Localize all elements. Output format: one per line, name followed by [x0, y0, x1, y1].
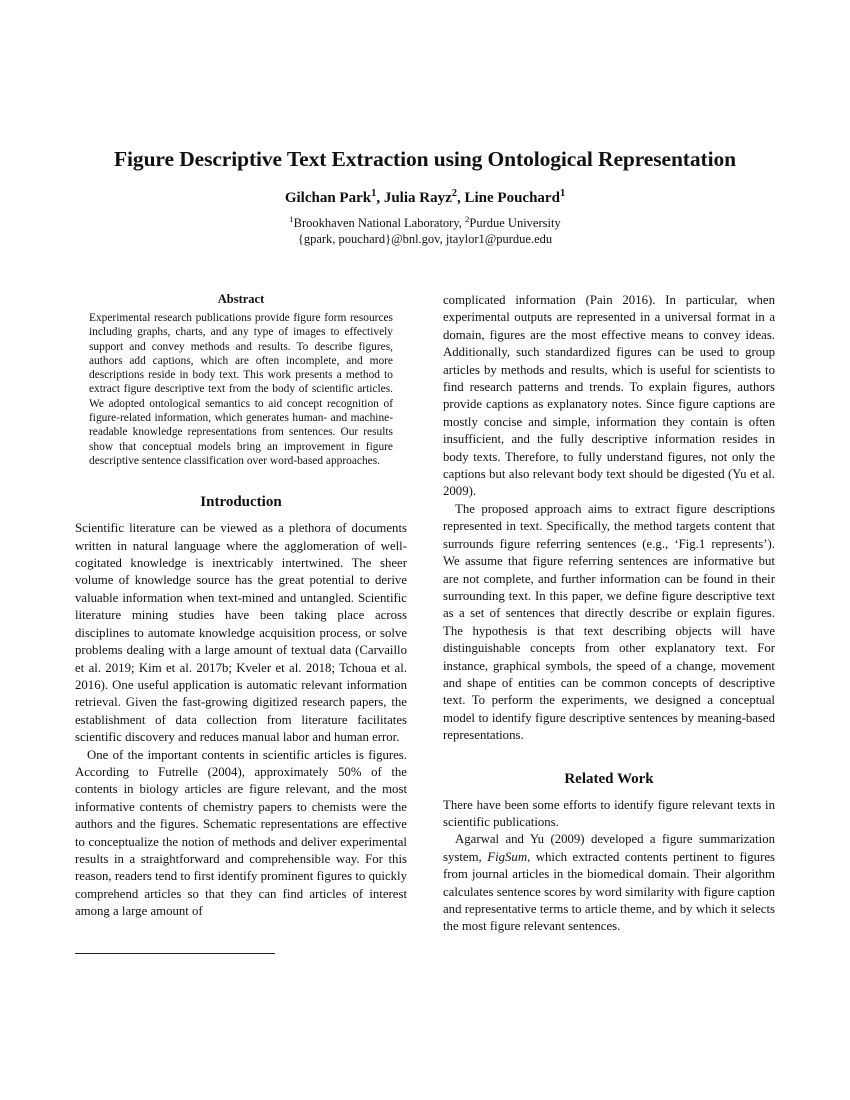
introduction-heading: Introduction [200, 494, 282, 511]
affiliation-mark: 2 [465, 213, 470, 224]
author-separator: , [376, 190, 384, 206]
left-column [75, 292, 407, 921]
abstract-section [75, 292, 407, 468]
author-name: Gilchan Park [284, 190, 372, 206]
related-work-paragraph-2 [443, 831, 775, 935]
affiliation-name: Purdue University [469, 216, 561, 230]
related-work-text: , which extracted contents pertinent to figures from journal articles in the biomedical domain. Their algorithm calculates sentence scores by word similarity with figure caption and representative terms to article theme, and by which it selects the most figure relevant sentences. [443, 849, 775, 934]
paper-title: Figure Descriptive Text Extraction using Ontological Representation [114, 147, 736, 171]
abstract-text: Experimental research publications provide figure form resources including graphs, charts, and any type of images to effectively support and convey methods and results. To describe figures, authors add captions, which are often incomplete, and more descriptions reside in body text. This work presents a method to extract figure descriptive text from the body of scientific articles. We adopted ontological semantics to aid concept recognition of figure-related information, which generates human- and machine-readable knowledge representations from sentences. Our results show that conceptual models bring an improvement in figure descriptive sentence classification over word-based approaches. [89, 312, 393, 467]
affiliation-name: Brookhaven National Laboratory, [293, 216, 466, 230]
abstract-heading: Abstract [217, 292, 265, 306]
author-affiliation-mark: 1 [559, 188, 566, 199]
author-name: Line Pouchard [464, 190, 560, 206]
footnote-divider [75, 953, 275, 954]
system-name: FigSum [487, 849, 528, 864]
introduction-paragraph-1: Scientific literature can be viewed as a plethora of documents written in natural language where the agglomeration of well-cogitated knowledge is inextricably intertwined. The sheer volume of knowledge source has the great potential to derive valuable information when text-mined and untangled. Scientific literature mining studies have been taking place across disciplines to automate knowledge acquisition process, or solve problems dealing with a large amount of textual data (Carvaillo et al. 2019; Kim et al. 2017b; Kveler et al. 2018; Tchoua et al. 2016). One useful application is automatic relevant information retrieval. Given the fast-growing digitized research papers, the establishment of data collection from literature facilitates scientific discovery and reduces manual labor and human error. [75, 521, 407, 745]
related-work-paragraph-1: There have been some efforts to identify figure relevant texts in scientific publications. [443, 797, 775, 829]
author-affiliation-mark: 2 [451, 188, 457, 199]
author-affiliation-mark: 1 [371, 188, 377, 199]
author-separator: , [457, 190, 465, 206]
author-name: Julia Rayz [383, 190, 452, 206]
related-work-heading: Related Work [564, 770, 654, 787]
related-work-text: Agarwal and Yu (2009) developed a figure summarization system, [443, 832, 775, 864]
introduction-paragraph-2-continued: complicated information (Pain 2016). In particular, when experimental outputs are represented in a universal format in a domain, figures are the most effective means to convey ideas. Additionally, such standardized figures can be used to group articles by methods and results, which is useful for scientists to find research patterns and trends. To explain figures, authors provide captions as explanatory notes. Since figure captions are mostly concise and simple, information they contain is often insufficient, and the fully descriptive information resides in body texts. Therefore, to fully understand figures, not only the captions but also relevant body text should be digested (Yu et al. 2009). [443, 293, 775, 499]
affiliation-line [0, 215, 850, 231]
introduction-paragraph-3: The proposed approach aims to extract figure descriptions represented in text. Specifically, the method targets content that surrounds figure referring sentences (e.g., ‘Fig.1 represents’). We assume that figure referring sentences are informative but are not complete, and further information can be found in their surrounding text. In this paper, we define figure descriptive text as a set of sentences that directly describe or explain figures. The hypothesis is that text describing objects will have distinguishable concepts from other explanatory text. For instance, graphical symbols, the speed of a change, movement and shape of entities can be common concepts of descriptive text. To perform the experiments, we designed a conceptual model to identify figure descriptive sentences by meaning-based representations. [443, 501, 775, 743]
affiliation-mark: 1 [289, 213, 294, 224]
author-list [0, 190, 850, 207]
introduction-paragraph-2: One of the important contents in scientific articles is figures. According to Futrelle (2004), approximately 50% of the contents in biology articles are figure relevant, and the most informative contents of chemistry papers to chemists were the authors and the figures. Schematic representations are effective to conceptualize the notion of methods and deliver experimental results in a straightforward and comprehensible way. For this reason, readers tend to first identify prominent figures to quickly comprehend articles so that they can find articles of interest among a large amount of [75, 747, 407, 919]
author-emails: {gpark, pouchard}@bnl.gov, jtaylor1@purdue.edu [297, 232, 553, 246]
affiliations [0, 215, 850, 247]
right-column [443, 292, 775, 936]
